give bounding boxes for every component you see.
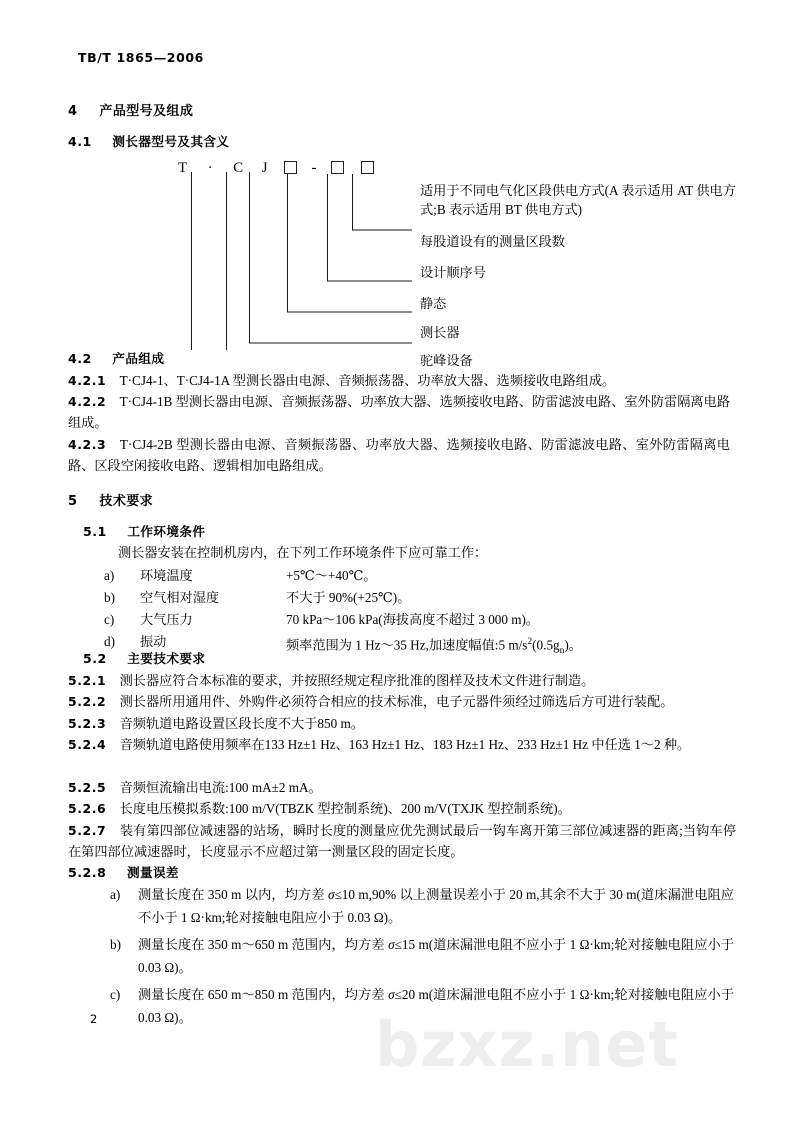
heading-section-4-2-number: 4.2 [68,351,92,366]
environment-value-pressure: 70 kPa～106 kPa(海拔高度不超过 3 000 m)。 [286,612,540,627]
model-code-box-3 [361,161,374,174]
list-marker-c: c) [110,987,121,1002]
clause-5-2-7-number: 5.2.7 [68,823,107,838]
clause-5-2-3 [68,713,736,734]
sigma-symbol: σ [388,987,395,1002]
heading-section-5-2-number: 5.2 [83,651,107,666]
heading-section-5-number: 5 [68,494,78,509]
clause-5-2-4-number: 5.2.4 [68,737,107,752]
heading-section-5-2-8-number: 5.2.8 [68,865,107,880]
clause-5-2-5 [68,777,736,798]
clause-4-2-2-text: T·CJ4-1B 型测长器由电源、音频振荡器、功率放大器、选频接收电路、防雷滤波电路、室外防雷隔离电路组成。 [68,394,731,430]
vibration-value-exponent: 2 [527,637,533,647]
leader-label-design-serial: 设计顺序号 [420,265,486,280]
heading-section-5 [68,490,153,509]
measurement-error-a-post: ≤10 m,90% 以上测量误差小于 20 m,其余不大于 30 m(道床漏泄电阻应不小于 1 Ω·km;轮对接触电阻应小于 0.03 Ω)。 [138,887,734,925]
leader-label-length-measurer: 测长器 [420,325,460,340]
model-code-char-5: - [311,160,317,176]
leader-label-power-supply: 适用于不同电气化区段供电方式(A 表示适用 AT 供电方式;B 表示适用 BT 供电方式) [420,183,736,217]
clause-4-2-2-number: 4.2.2 [68,394,107,409]
clause-5-2-5-number: 5.2.5 [68,780,107,795]
vibration-value-subscript: n [559,646,565,657]
clause-5-2-3-text: 音频轨道电路设置区段长度不大于850 m。 [119,716,364,731]
heading-section-5-1-number: 5.1 [83,524,107,539]
heading-section-4-title: 产品型号及组成 [99,104,194,119]
environment-value-temperature: +5℃～+40℃。 [286,568,377,583]
list-marker-d: d) [104,634,115,649]
measurement-error-item [104,984,734,1029]
model-code-box-2 [331,161,344,174]
clause-4-2-1-number: 4.2.1 [68,373,107,388]
measurement-error-a-pre: 测量长度在 350 m 以内，均方差 [138,887,329,902]
measurement-error-list [104,884,734,1030]
measurement-error-b-pre: 测量长度在 350 m～650 m 范围内，均方差 [138,937,389,952]
heading-section-5-2-8 [68,862,179,881]
heading-section-4-2-title: 产品组成 [112,351,165,366]
heading-section-5-1 [83,521,205,540]
clause-5-2-6-text: 长度电压模拟系数:100 m/V(TBZK 型控制系统)、200 m/V(TXJK 型控制系统)。 [119,801,571,816]
environment-term-pressure: 大气压力 [140,612,193,627]
environment-condition-row [104,609,744,631]
clause-5-2-2-text: 测长器所用通用件、外购件必须符合相应的技术标准，电子元器件须经过筛选后方可进行装配。 [119,694,674,709]
vibration-value-pre: 频率范围为 1 Hz～35 Hz,加速度幅值:5 m/s [286,637,528,653]
model-code-char-2: C [233,160,244,176]
sigma-symbol: σ [388,937,395,952]
list-marker-b: b) [104,590,115,605]
heading-section-4-number: 4 [68,104,78,119]
environment-condition-row [104,565,744,587]
model-code-char-0: T [178,160,188,176]
clause-4-2-1 [68,370,730,391]
clause-5-2-3-number: 5.2.3 [68,716,107,731]
model-code-char-3: J [261,160,268,176]
vibration-value-post: (0.5g [532,637,560,653]
list-marker-a: a) [104,568,115,583]
clause-4-2-2 [68,391,730,433]
clause-4-2-3-text: T·CJ4-2B 型测长器由电源、音频振荡器、功率放大器、选频接收电路、防雷滤波电路、室外防雷隔离电路、区段空闲接收电路、逻辑相加电路组成。 [68,437,730,473]
clause-5-2-4 [68,734,736,755]
heading-section-5-2 [83,648,205,667]
clause-5-2-5-text: 音频恒流输出电流:100 mA±2 mA。 [119,780,322,795]
environment-term-temperature: 环境温度 [140,568,193,583]
clause-4-2-3 [68,434,730,476]
list-marker-b: b) [110,937,121,952]
heading-section-5-title: 技术要求 [99,494,154,509]
model-code-char-1: · [207,160,213,176]
environment-term-humidity: 空气相对湿度 [140,590,220,605]
environment-condition-row [104,587,744,609]
sigma-symbol: σ [328,887,335,902]
environment-term-vibration: 振动 [140,634,167,649]
clause-5-2-2-number: 5.2.2 [68,694,107,709]
clause-5-2-1-number: 5.2.1 [68,673,107,688]
environment-value-humidity: 不大于 90%(+25℃)。 [286,590,411,605]
clause-5-2-1-text: 测长器应符合本标准的要求，并按照经规定程序批准的图样及技术文件进行制造。 [119,673,595,688]
heading-section-4-2 [68,348,164,367]
heading-section-5-2-title: 主要技术要求 [127,651,206,666]
clause-5-2-7 [68,820,736,862]
clause-5-2-1 [68,670,736,691]
measurement-error-text-b [138,934,734,979]
measurement-error-c-pre: 测量长度在 650 m～850 m 范围内，均方差 [138,987,389,1002]
watermark: bzxz.net [375,1008,679,1081]
measurement-error-c-post: ≤20 m(道床漏泄电阻不应小于 1 Ω·km;轮对接触电阻应小于 0.03 Ω)。 [138,987,735,1025]
clause-4-2-1-text: T·CJ4-1、T·CJ4-1A 型测长器由电源、音频振荡器、功率放大器、选频接收电路组成。 [119,373,616,388]
clause-5-2-6 [68,798,736,819]
model-code-box-1 [284,161,297,174]
page-number: 2 [90,1012,98,1026]
environment-value-vibration [286,631,744,662]
heading-section-4-1-title: 测长器型号及其含义 [112,134,230,149]
clause-4-2-3-number: 4.2.3 [68,437,107,452]
clause-5-2-4-text: 音频轨道电路使用频率在133 Hz±1 Hz、163 Hz±1 Hz、183 Hz±1 Hz、233 Hz±1 Hz 中任选 1～2 种。 [119,737,691,752]
leader-label-hump-equipment: 驼峰设备 [420,353,473,368]
heading-section-5-2-8-title: 测量误差 [126,865,179,880]
leader-label-section-count: 每股道设有的测量区段数 [420,234,566,249]
heading-section-5-1-title: 工作环境条件 [127,524,206,539]
heading-section-4 [68,100,193,119]
measurement-error-text-a [138,884,734,929]
model-code-row [178,160,374,177]
clause-5-2-6-number: 5.2.6 [68,801,107,816]
heading-section-4-1-number: 4.1 [68,134,92,149]
clause-5-2-2 [68,691,736,712]
leader-label-static: 静态 [420,296,447,311]
list-marker-a: a) [110,887,121,902]
measurement-error-text-c [138,984,734,1029]
measurement-error-b-post: ≤15 m(道床漏泄电阻不应小于 1 Ω·km;轮对接触电阻应小于 0.03 Ω)。 [138,937,735,975]
document-header-standard-number: TB/T 1865—2006 [78,50,204,65]
clause-5-2-7-text: 装有第四部位减速器的站场，瞬时长度的测量应优先测试最后一钩车离开第三部位减速器的距离;当钩车停在第四部位减速器时，长度显示不应超过第一测量区段的固定长度。 [68,823,737,859]
heading-section-4-1 [68,131,229,150]
list-marker-c: c) [104,612,115,627]
measurement-error-item [104,934,734,979]
section-5-1-intro: 测长器安装在控制机房内，在下列工作环境条件下应可靠工作： [118,545,488,560]
measurement-error-item [104,884,734,929]
vibration-value-end: )。 [564,637,582,653]
